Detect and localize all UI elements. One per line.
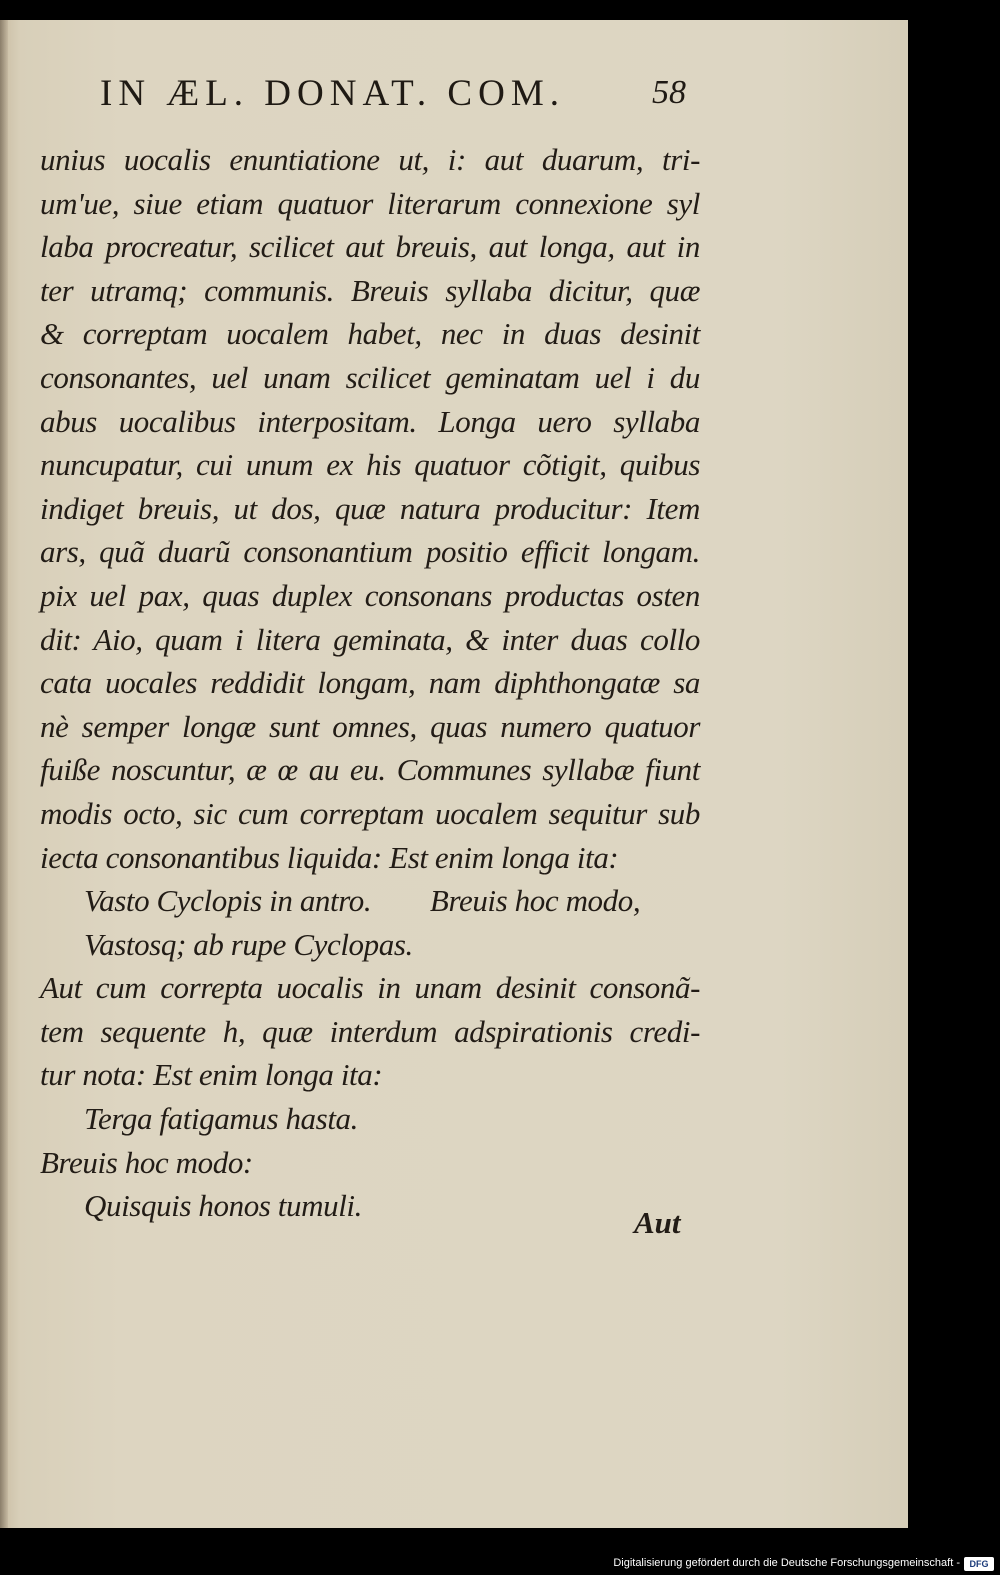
text-line: nè semper longæ sunt omnes, quas numero quatuor xyxy=(40,708,700,744)
text-line: Breuis hoc modo: xyxy=(40,1144,253,1180)
text-line: indiget breuis, ut dos, quæ natura producitur: Item xyxy=(40,490,700,526)
body-text xyxy=(40,138,700,1228)
verse-quote: Vasto Cyclopis in antro. xyxy=(84,883,372,919)
text-line: consonantes, uel unam scilicet geminatam uel i du xyxy=(40,359,700,395)
text-line: & correptam uocalem habet, nec in duas desinit xyxy=(40,316,700,352)
text-line: abus uocalibus interpositam. Longa uero syllaba xyxy=(40,403,700,439)
running-head: IN ÆL. DONAT. COM. xyxy=(100,73,565,114)
digitization-credit: Digitalisierung gefördert durch die Deutsche Forschungsgemeinschaft - xyxy=(613,1557,960,1569)
verse-quote-line xyxy=(40,879,700,923)
verse-quote: Terga fatigamus hasta. xyxy=(84,1101,358,1137)
text-line: unius uocalis enuntiatione ut, i: aut duarum, tri- xyxy=(40,142,700,177)
text-line: um'ue, siue etiam quatuor literarum connexione syl xyxy=(40,185,700,221)
text-line: iecta consonantibus liquida: Est enim longa ita: xyxy=(40,839,619,875)
page-edge xyxy=(0,20,8,1528)
folio-number: 58 xyxy=(652,74,686,111)
text-line: fuiße noscuntur, æ œ au eu. Communes syllabæ fiunt xyxy=(40,752,700,788)
dfg-logo: DFG xyxy=(964,1557,994,1571)
text-line: Aut cum correpta uocalis in unam desinit consonã- xyxy=(40,970,700,1006)
verse-quote: Vastosq; ab rupe Cyclopas. xyxy=(84,926,413,962)
verse-remark: Breuis hoc modo, xyxy=(429,883,641,919)
text-line: pix uel pax, quas duplex consonans productas osten xyxy=(40,577,700,613)
text-line: tur nota: Est enim longa ita: xyxy=(40,1057,383,1093)
verse-quote: Quisquis honos tumuli. xyxy=(84,1188,362,1224)
text-line: nuncupatur, cui unum ex his quatuor cõtigit, quibus xyxy=(40,447,700,483)
text-line: ter utramq; communis. Breuis syllaba dicitur, quæ xyxy=(40,272,700,308)
text-line: cata uocales reddidit longam, nam diphthongatæ sa xyxy=(40,665,700,701)
text-line: tem sequente h, quæ interdum adspirationis credi- xyxy=(40,1013,700,1049)
text-line: laba procreatur, scilicet aut breuis, aut longa, aut in xyxy=(40,229,700,265)
text-line: ars, quã duarũ consonantium positio efficit longam. xyxy=(40,534,700,570)
catchword: Aut xyxy=(634,1205,681,1240)
text-line: modis octo, sic cum correptam uocalem sequitur sub xyxy=(40,795,700,831)
text-line: dit: Aio, quam i litera geminata, & inter duas collo xyxy=(40,621,700,657)
